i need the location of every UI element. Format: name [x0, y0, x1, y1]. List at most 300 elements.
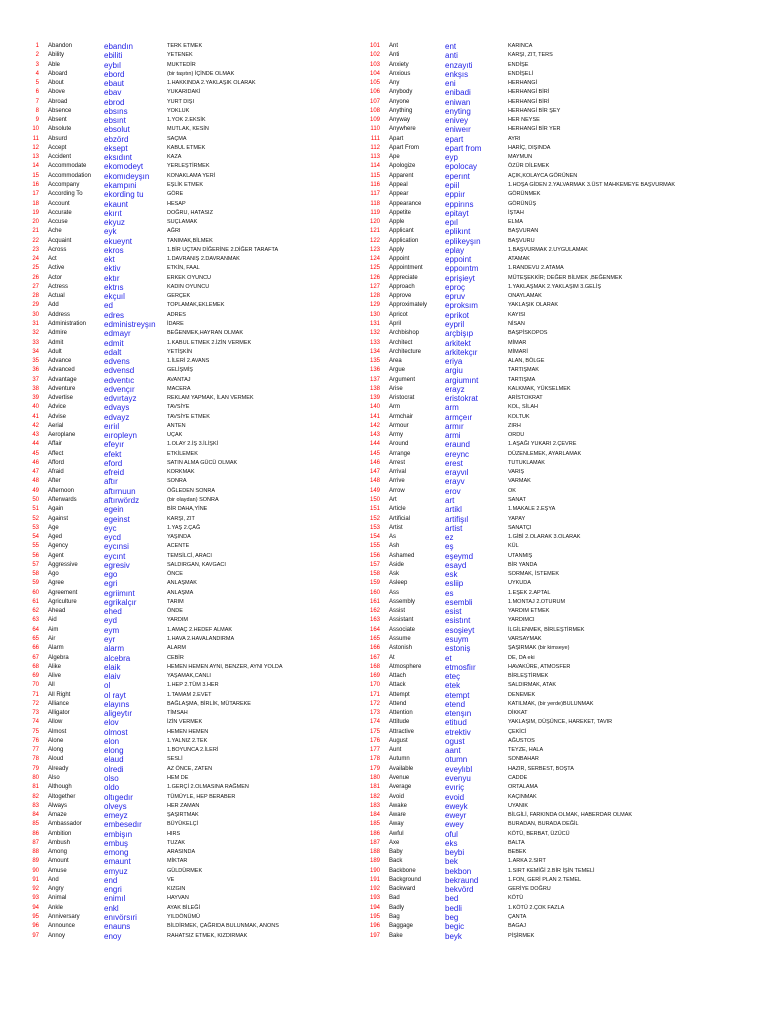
entry-number: 105	[369, 80, 380, 87]
turkish-meaning: 1.OLAY 2.İŞ 3.İLİŞKİ	[167, 441, 219, 448]
pronunciation: olredi	[104, 764, 124, 774]
pronunciation: epart from	[445, 143, 482, 153]
pronunciation: eford	[104, 458, 123, 468]
vocabulary-row	[24, 459, 364, 468]
vocabulary-row	[24, 848, 364, 857]
turkish-meaning: BÜYÜKELÇİ	[167, 821, 199, 828]
entry-number: 144	[369, 441, 380, 448]
entry-number: 59	[32, 580, 39, 587]
vocabulary-row	[24, 552, 364, 561]
turkish-meaning: KOLTUK	[508, 413, 530, 420]
pronunciation: engri	[104, 885, 122, 895]
vocabulary-row	[365, 496, 705, 505]
vocabulary-row	[365, 561, 705, 570]
entry-number: 141	[369, 413, 380, 420]
vocabulary-row	[365, 246, 705, 255]
entry-number: 76	[32, 737, 39, 744]
entry-number: 11	[32, 135, 39, 142]
english-word: Announce	[48, 923, 76, 930]
entry-number: 69	[32, 673, 39, 680]
english-word: Aristocrat	[389, 395, 415, 402]
entry-number: 47	[32, 469, 39, 476]
turkish-meaning: TUTUKLAMAK	[508, 459, 545, 466]
vocabulary-row	[365, 830, 705, 839]
english-word: Already	[48, 765, 69, 772]
turkish-meaning: DOĞRU, HATASIZ	[167, 209, 213, 216]
pronunciation: ektrıs	[104, 282, 124, 292]
english-word: Admire	[48, 330, 68, 337]
turkish-meaning: DİKKAT	[508, 710, 528, 717]
english-word: Also	[48, 774, 60, 781]
entry-number: 159	[369, 580, 380, 587]
turkish-meaning: RAHATSIZ ETMEK, KIZDIRMAK	[167, 932, 248, 939]
turkish-meaning: SONRA	[167, 478, 187, 485]
pronunciation: enzayıti	[445, 60, 473, 70]
turkish-meaning: GÖRE	[167, 191, 184, 198]
vocabulary-row	[365, 598, 705, 607]
vocabulary-row	[365, 857, 705, 866]
vocabulary-row	[24, 616, 364, 625]
pronunciation: etmosfiır	[445, 662, 476, 672]
turkish-meaning: SALDIRGAN, KAVGACI	[167, 561, 226, 568]
turkish-meaning: ADRES	[167, 311, 186, 318]
vocabulary-row	[24, 783, 364, 792]
english-word: Available	[389, 765, 414, 772]
pronunciation: ekueynt	[104, 236, 133, 246]
pronunciation: edmit	[104, 338, 124, 348]
turkish-meaning: HEM DE	[167, 774, 189, 781]
pronunciation: erov	[445, 486, 461, 496]
pronunciation: ereync	[445, 449, 470, 459]
turkish-meaning: SAÇMA	[167, 135, 187, 142]
entry-number: 146	[369, 459, 380, 466]
turkish-meaning: ENDİŞELİ	[508, 70, 534, 77]
turkish-meaning: ELMA	[508, 219, 523, 226]
entry-number: 165	[369, 636, 380, 642]
pronunciation: beg	[445, 912, 459, 922]
pronunciation: esembli	[445, 597, 473, 607]
english-word: Ambush	[48, 839, 71, 846]
pronunciation: erayv	[445, 477, 465, 487]
entry-number: 24	[32, 256, 39, 263]
turkish-meaning: 1.DAVRANIŞ 2.DAVRANMAK	[167, 256, 240, 263]
english-word: Attractive	[389, 728, 415, 735]
turkish-meaning: 1.MAKALE 2.EŞYA	[508, 506, 556, 513]
pronunciation: emyuz	[104, 866, 128, 876]
english-word: Add	[48, 302, 59, 309]
english-word: Accident	[48, 154, 72, 161]
entry-number: 96	[32, 923, 39, 930]
vocabulary-row	[24, 561, 364, 570]
english-word: After	[48, 478, 61, 485]
pronunciation: enıvörsıri	[104, 912, 137, 922]
english-word: Agent	[48, 552, 64, 559]
turkish-meaning: CEBİR	[167, 654, 184, 661]
turkish-meaning: GÖRÜNÜŞ	[508, 200, 537, 207]
vocabulary-row	[24, 894, 364, 903]
pronunciation: edvays	[104, 403, 130, 413]
english-word: Actual	[48, 293, 65, 300]
turkish-meaning: KIZGIN	[167, 886, 186, 893]
pronunciation: etempt	[445, 690, 470, 700]
english-word: Archbishop	[389, 330, 420, 337]
turkish-meaning: BEĞENMEK,HAYRAN OLMAK	[167, 330, 243, 337]
vocabulary-row	[365, 616, 705, 625]
vocabulary-row	[365, 431, 705, 440]
entry-number: 155	[369, 543, 380, 550]
pronunciation: edvens	[104, 357, 130, 367]
vocabulary-row	[365, 644, 705, 653]
entry-number: 89	[32, 858, 39, 865]
turkish-meaning: AVANTAJ	[167, 376, 191, 383]
english-word: Backbone	[389, 867, 416, 874]
vocabulary-row	[365, 867, 705, 876]
vocabulary-row	[24, 107, 364, 116]
entry-number: 126	[369, 274, 380, 281]
english-word: Accompany	[48, 181, 80, 188]
english-word: Absence	[48, 107, 72, 114]
entry-number: 112	[370, 144, 380, 151]
pronunciation: enkşıs	[445, 69, 469, 79]
entry-number: 192	[369, 886, 380, 893]
turkish-meaning: 1.ARKA 2.SIRT	[508, 858, 546, 865]
vocabulary-row	[365, 774, 705, 783]
entry-number: 151	[369, 506, 380, 513]
pronunciation: artist	[445, 523, 463, 533]
entry-number: 163	[369, 617, 380, 624]
vocabulary-row	[365, 366, 705, 375]
english-word: Advanced	[48, 367, 75, 374]
entry-number: 189	[369, 858, 380, 865]
entry-number: 74	[32, 719, 39, 726]
entry-number: 78	[32, 756, 39, 763]
entry-number: 104	[369, 70, 380, 77]
turkish-meaning: AYAK BİLEĞİ	[167, 904, 201, 911]
vocabulary-row	[24, 802, 364, 811]
vocabulary-row	[365, 264, 705, 273]
vocabulary-row	[24, 227, 364, 236]
turkish-meaning: BALTA	[508, 839, 525, 846]
pronunciation: bekvörd	[445, 885, 474, 895]
vocabulary-row	[24, 644, 364, 653]
turkish-meaning: TANIMAK,BİLMEK	[167, 237, 213, 244]
english-word: Apple	[389, 219, 405, 226]
pronunciation: eycınt	[104, 551, 126, 561]
english-word: Actor	[48, 274, 63, 281]
english-word: Army	[389, 432, 403, 439]
vocabulary-row	[365, 894, 705, 903]
vocabulary-row	[24, 932, 364, 941]
turkish-meaning: KOL, SİLAH	[508, 404, 538, 411]
pronunciation: olveys	[104, 801, 127, 811]
entry-number: 64	[32, 626, 39, 633]
english-word: Area	[389, 358, 402, 365]
entry-number: 194	[369, 904, 380, 911]
vocabulary-row	[365, 227, 705, 236]
english-word: Backward	[389, 886, 416, 893]
turkish-meaning: ETKİN, FAAL	[167, 265, 200, 272]
entry-number: 75	[32, 728, 39, 735]
vocabulary-row	[365, 848, 705, 857]
english-word: Aunt	[389, 747, 402, 754]
entry-number: 18	[32, 200, 39, 207]
english-word: Absent	[48, 117, 67, 124]
entry-number: 62	[32, 608, 39, 615]
pronunciation: etitıud	[445, 718, 467, 728]
turkish-meaning: KONAKLAMA YERİ	[167, 172, 216, 179]
entry-number: 148	[369, 478, 380, 485]
pronunciation: ekros	[104, 245, 124, 255]
entry-number: 123	[369, 246, 380, 253]
turkish-meaning: SORMAK, İSTEMEK	[508, 571, 560, 578]
turkish-meaning: İŞTAH	[508, 209, 524, 216]
vocabulary-row	[365, 635, 705, 644]
vocabulary-row	[365, 459, 705, 468]
vocabulary-row	[365, 51, 705, 60]
english-word: Assembly	[389, 598, 416, 605]
vocabulary-row	[24, 348, 364, 357]
vocabulary-row	[24, 505, 364, 514]
entry-number: 19	[32, 209, 39, 216]
english-word: Alliance	[48, 700, 70, 707]
pronunciation: enoy	[104, 931, 122, 941]
vocabulary-row	[365, 570, 705, 579]
english-word: Art	[389, 497, 397, 504]
vocabulary-column-left	[24, 42, 364, 941]
pronunciation: edvençır	[104, 384, 135, 394]
vocabulary-row	[365, 42, 705, 51]
turkish-meaning: AYRI	[508, 135, 521, 142]
vocabulary-row	[24, 61, 364, 70]
entry-number: 45	[32, 450, 39, 457]
english-word: Accuse	[48, 219, 68, 226]
english-word: Apart From	[389, 144, 420, 151]
english-word: Again	[48, 506, 64, 513]
entry-number: 156	[369, 552, 380, 559]
turkish-meaning: HAVAKÜRE, ATMOSFER	[508, 663, 571, 670]
turkish-meaning: 1.KÖTÜ 2.ÇOK FAZLA	[508, 904, 565, 911]
entry-number: 184	[369, 812, 380, 819]
entry-number: 22	[32, 237, 39, 244]
turkish-meaning: YAŞINDA	[167, 534, 191, 541]
pronunciation: elaud	[104, 755, 124, 765]
vocabulary-row	[365, 607, 705, 616]
pronunciation: edvırtayz	[104, 394, 137, 404]
pronunciation: ebsınt	[104, 116, 126, 126]
turkish-meaning: AĞRI	[167, 228, 181, 235]
turkish-meaning: KATILMAK, (bir yerde)BULUNMAK	[508, 700, 594, 707]
pronunciation: bek	[445, 857, 458, 867]
turkish-meaning: TERK ETMEK	[167, 43, 203, 49]
english-word: Angry	[48, 886, 64, 893]
pronunciation: eıriıl	[104, 421, 120, 431]
turkish-meaning: 1.BOYUNCA 2.İLERİ	[167, 747, 219, 754]
english-word: Attitude	[389, 719, 410, 726]
english-word: Bag	[389, 913, 400, 920]
pronunciation: eraund	[445, 440, 470, 450]
turkish-meaning: ONAYLAMAK	[508, 293, 542, 300]
turkish-meaning: YAKLAŞIM, DÜŞÜNCE, HAREKET, TAVIR	[508, 719, 613, 726]
vocabulary-row	[365, 200, 705, 209]
pronunciation: erayz	[445, 384, 465, 394]
turkish-meaning: 1.KABUL ETMEK 2.İZİN VERMEK	[167, 339, 252, 346]
entry-number: 187	[369, 839, 380, 846]
vocabulary-row	[365, 505, 705, 514]
vocabulary-row	[24, 709, 364, 718]
vocabulary-row	[24, 830, 364, 839]
entry-number: 168	[369, 663, 380, 670]
turkish-meaning: 1.GİBİ 2.OLARAK 3.OLARAK	[508, 534, 581, 541]
english-word: Argue	[389, 367, 406, 374]
entry-number: 43	[32, 432, 39, 439]
vocabulary-row	[365, 403, 705, 412]
pronunciation: esayd	[445, 560, 467, 570]
turkish-meaning: DÜZENLEMEK, AYARLAMAK	[508, 450, 582, 457]
turkish-meaning: TUZAK	[167, 839, 186, 846]
turkish-meaning: HAYVAN	[167, 895, 189, 902]
entry-number: 132	[369, 330, 380, 337]
turkish-meaning: AÇIK,KOLAYCA GÖRÜNEN	[508, 172, 578, 179]
vocabulary-row	[24, 681, 364, 690]
pronunciation: arkitekçır	[445, 347, 478, 357]
english-word: Advantage	[48, 376, 77, 383]
turkish-meaning: ÖNCE	[167, 571, 183, 578]
entry-number: 8	[35, 107, 39, 114]
pronunciation: ebiliti	[104, 51, 123, 61]
pronunciation: elong	[104, 746, 124, 756]
turkish-meaning: MİMARİ	[508, 348, 528, 355]
vocabulary-row	[365, 765, 705, 774]
pronunciation: elayıns	[104, 699, 130, 709]
turkish-meaning: KARINCA	[508, 43, 533, 49]
entry-number: 122	[369, 237, 380, 244]
entry-number: 182	[369, 793, 380, 800]
vocabulary-row	[365, 107, 705, 116]
vocabulary-row	[24, 200, 364, 209]
english-word: Algebra	[48, 654, 69, 661]
vocabulary-row	[24, 98, 364, 107]
turkish-meaning: HIRS	[167, 830, 181, 837]
vocabulary-row	[24, 320, 364, 329]
vocabulary-row	[365, 125, 705, 134]
vocabulary-row	[24, 329, 364, 338]
entry-number: 57	[32, 561, 39, 568]
turkish-meaning: ŞAŞIRMAK (bir kimseye)	[508, 645, 570, 652]
pronunciation: eppoıntm	[445, 264, 479, 274]
entry-number: 102	[369, 52, 380, 59]
pronunciation: arçbişıp	[445, 329, 474, 339]
turkish-meaning: HER NEYSE	[508, 117, 540, 124]
english-word: Arrival	[389, 469, 407, 476]
pronunciation: eniweır	[445, 125, 471, 135]
english-word: Abandon	[48, 43, 73, 49]
pronunciation: alcebra	[104, 653, 131, 663]
vocabulary-row	[365, 88, 705, 97]
pronunciation: ebsolut	[104, 125, 130, 135]
english-word: Aged	[48, 534, 63, 541]
pronunciation: edministreyşın	[104, 319, 156, 329]
english-word: Ago	[48, 571, 59, 578]
pronunciation: eyd	[104, 616, 117, 626]
vocabulary-row	[24, 765, 364, 774]
turkish-meaning: KORKMAK	[167, 469, 195, 476]
pronunciation: bekbon	[445, 866, 472, 876]
turkish-meaning: 1.YOK 2.EKSİK	[167, 117, 206, 124]
vocabulary-row	[365, 237, 705, 246]
pronunciation: eks	[445, 838, 458, 848]
entry-number: 33	[32, 339, 39, 346]
entry-number: 94	[32, 904, 39, 911]
vocabulary-row	[24, 477, 364, 486]
pronunciation: elov	[104, 718, 119, 728]
turkish-meaning: İDARE	[167, 320, 184, 327]
entry-number: 195	[369, 913, 380, 920]
entry-number: 101	[369, 43, 380, 49]
english-word: Autumn	[389, 756, 410, 763]
vocabulary-row	[24, 598, 364, 607]
entry-number: 88	[32, 849, 39, 856]
pronunciation: eplikınt	[445, 227, 471, 237]
pronunciation: end	[104, 875, 118, 885]
vocabulary-row	[365, 737, 705, 746]
english-word: Appointment	[389, 265, 423, 272]
vocabulary-row	[365, 663, 705, 672]
entry-number: 115	[370, 172, 380, 179]
english-word: Ambassador	[48, 821, 82, 828]
english-word: Assistant	[389, 617, 414, 624]
pronunciation: epiil	[445, 180, 460, 190]
vocabulary-row	[24, 774, 364, 783]
english-word: Acquaint	[48, 237, 72, 244]
entry-number: 81	[32, 784, 39, 791]
vocabulary-row	[24, 728, 364, 737]
entry-number: 25	[32, 265, 39, 272]
pronunciation: eş	[445, 542, 454, 552]
english-word: Approach	[389, 283, 415, 290]
pronunciation: etend	[445, 699, 466, 709]
vocabulary-row	[24, 867, 364, 876]
vocabulary-row	[24, 626, 364, 635]
turkish-meaning: MÜTEŞEKKİR; DEĞER BİLMEK ,BEĞENMEK	[508, 274, 623, 281]
pronunciation: eycınsi	[104, 542, 129, 552]
turkish-meaning: YERLEŞTİRMEK	[167, 163, 210, 170]
pronunciation: eproksım	[445, 301, 478, 311]
pronunciation: art	[445, 496, 455, 506]
vocabulary-row	[24, 737, 364, 746]
pronunciation: eppiır	[445, 190, 466, 200]
turkish-meaning: YARDIM	[167, 617, 188, 624]
entry-number: 131	[369, 320, 380, 327]
english-word: Arrive	[389, 478, 405, 485]
pronunciation: artikl	[445, 505, 462, 515]
turkish-meaning: 1.MONTAJ 2.OTURUM	[508, 598, 566, 605]
turkish-meaning: SALDIRMAK, ATAK	[508, 682, 557, 689]
pronunciation: egeinst	[104, 514, 130, 524]
turkish-meaning: İLGİLENMEK, BİRLEŞTİRMEK	[508, 626, 585, 633]
vocabulary-row	[24, 116, 364, 125]
vocabulary-row	[24, 691, 364, 700]
entry-number: 178	[369, 756, 380, 763]
entry-number: 28	[32, 293, 39, 300]
entry-number: 20	[32, 219, 39, 226]
turkish-meaning: 1.TAMAM 2.EVET	[167, 691, 212, 698]
turkish-meaning: NİSAN	[508, 320, 525, 327]
turkish-meaning: KARŞI, ZIT, TERS	[508, 52, 553, 59]
turkish-meaning: UÇAK	[167, 432, 183, 439]
pronunciation: ent	[445, 42, 457, 51]
english-word: Ahead	[48, 608, 66, 615]
turkish-meaning: ÇEKİCİ	[508, 728, 527, 735]
